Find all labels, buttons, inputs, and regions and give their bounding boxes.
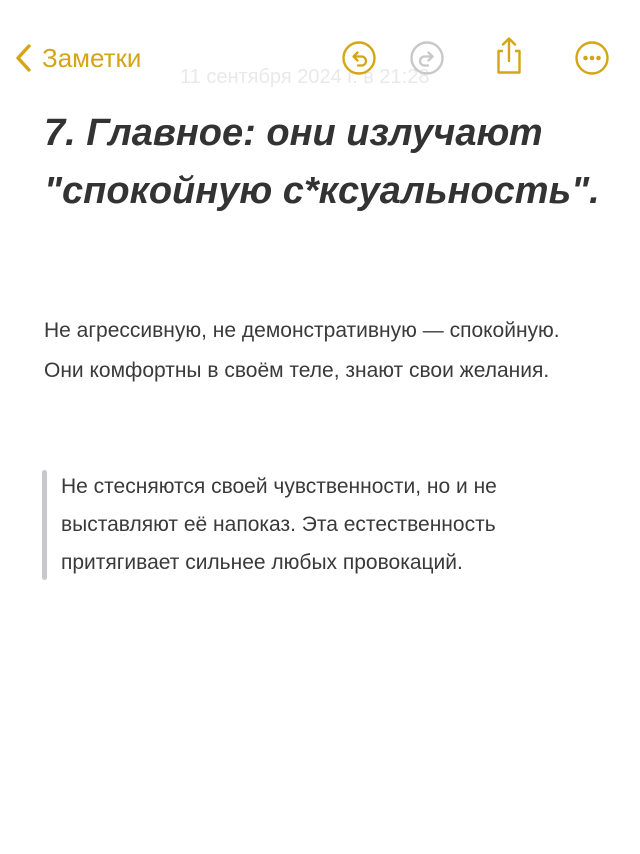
navigation-bar bbox=[0, 0, 640, 110]
undo-button[interactable] bbox=[341, 40, 377, 76]
note-date: 11 сентября 2024 г. в 21:28 bbox=[180, 66, 430, 88]
share-icon bbox=[491, 36, 527, 76]
redo-button[interactable] bbox=[409, 40, 445, 76]
more-button[interactable] bbox=[574, 40, 610, 76]
note-title[interactable]: 7. Главное: они излучают "спокойную с*ксуальность". bbox=[44, 112, 600, 212]
block-quote[interactable] bbox=[42, 468, 612, 580]
back-label: Заметки bbox=[42, 42, 142, 73]
undo-icon bbox=[341, 40, 377, 76]
more-icon bbox=[574, 40, 610, 76]
note-paragraph[interactable]: Не агрессивную, не демонстративную — спокойную. Они комфортны в своём теле, знают свои желания. bbox=[44, 319, 560, 382]
share-button[interactable] bbox=[491, 36, 527, 72]
quote-text[interactable]: Не стесняются своей чувственности, но и не выставляют её напоказ. Эта естественность притягивает сильнее любых провокаций. bbox=[61, 475, 497, 574]
quote-bar bbox=[42, 470, 47, 580]
back-button[interactable] bbox=[14, 36, 141, 80]
chevron-left-icon bbox=[14, 42, 34, 74]
redo-icon bbox=[409, 40, 445, 76]
